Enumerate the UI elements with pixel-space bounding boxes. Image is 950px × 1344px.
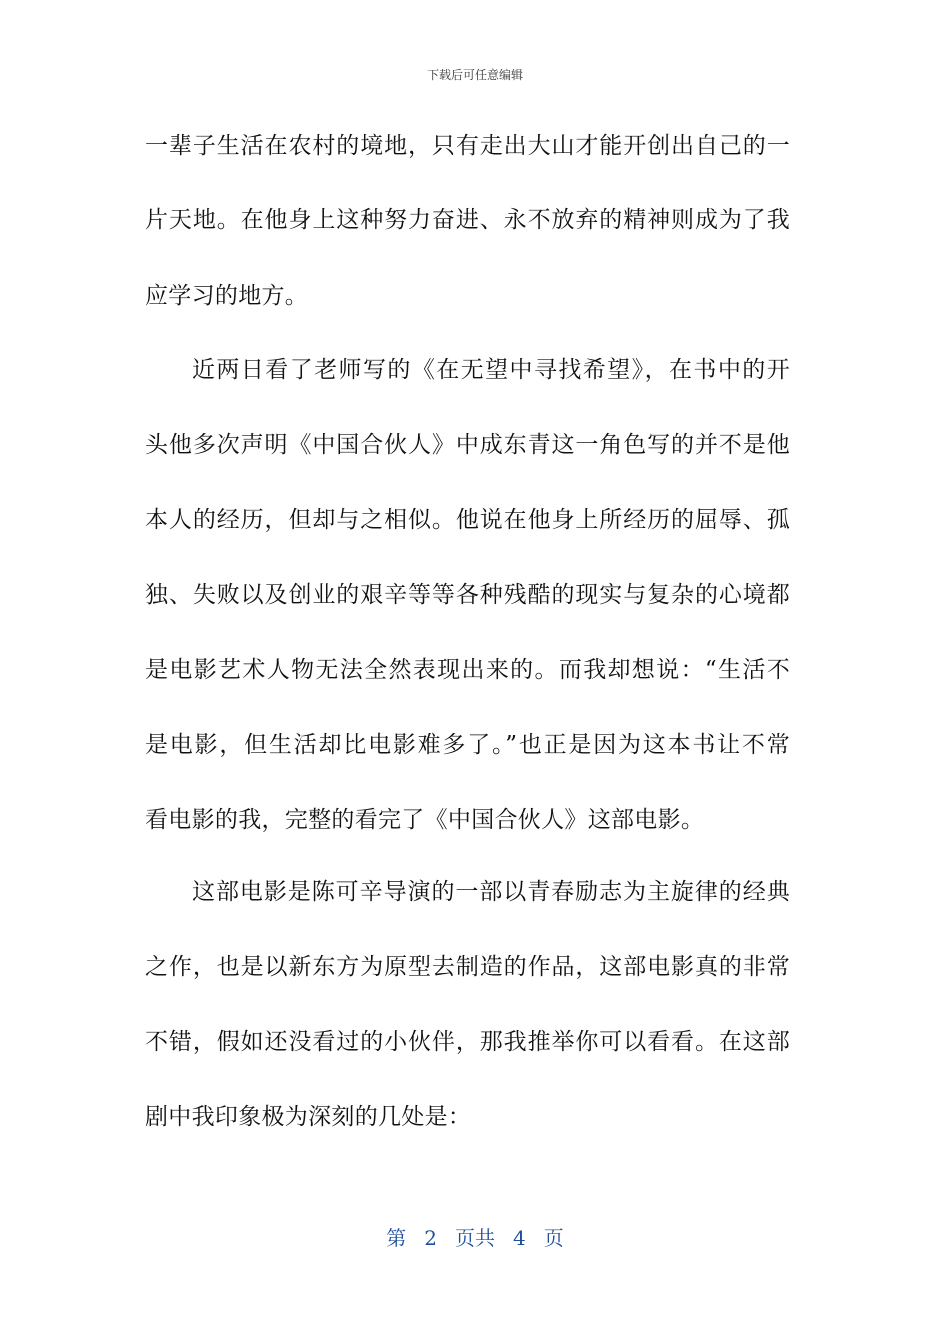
paragraph-line: 独、失败以及创业的艰辛等等各种残酷的现实与复杂的心境都 (145, 582, 790, 608)
footer-middle: 页共 (455, 1226, 495, 1250)
paragraph-line: 这部电影是陈可辛导演的一部以青春励志为主旋律的经典 (192, 879, 790, 905)
paragraph-line: 片天地。在他身上这种努力奋进、永不放弃的精神则成为了我 (145, 207, 790, 233)
paragraph-line: 一辈子生活在农村的境地，只有走出大山才能开创出自己的一 (145, 133, 790, 159)
paragraph-line: 之作，也是以新东方为原型去制造的作品，这部电影真的非常 (145, 954, 790, 980)
total-pages-number: 4 (513, 1226, 526, 1250)
paragraph-line: 应学习的地方。 (145, 283, 309, 309)
paragraph-line: 近两日看了老师写的《在无望中寻找希望》，在书中的开 (192, 357, 790, 383)
footer-suffix: 页 (543, 1226, 564, 1250)
paragraph-line: 头他多次声明《中国合伙人》中成东青这一角色写的并不是他 (145, 432, 790, 458)
footer-prefix: 第 (386, 1226, 407, 1250)
page-footer (0, 1226, 950, 1250)
current-page-number: 2 (424, 1226, 437, 1250)
page-header: 下载后可任意编辑 (426, 68, 523, 82)
paragraph-line: 不错，假如还没看过的小伙伴，那我推举你可以看看。在这部 (145, 1029, 790, 1055)
paragraph-line: 本人的经历，但却与之相似。他说在他身上所经历的屈辱、孤 (145, 507, 790, 533)
paragraph-line: 剧中我印象极为深刻的几处是： (145, 1104, 472, 1130)
paragraph-line: 是电影，但生活却比电影难多了。”也正是因为这本书让不常 (145, 732, 790, 758)
paragraph-line: 看电影的我，完整的看完了《中国合伙人》这部电影。 (145, 807, 705, 833)
paragraph-line: 是电影艺术人物无法全然表现出来的。而我却想说：“生活不 (145, 657, 790, 683)
